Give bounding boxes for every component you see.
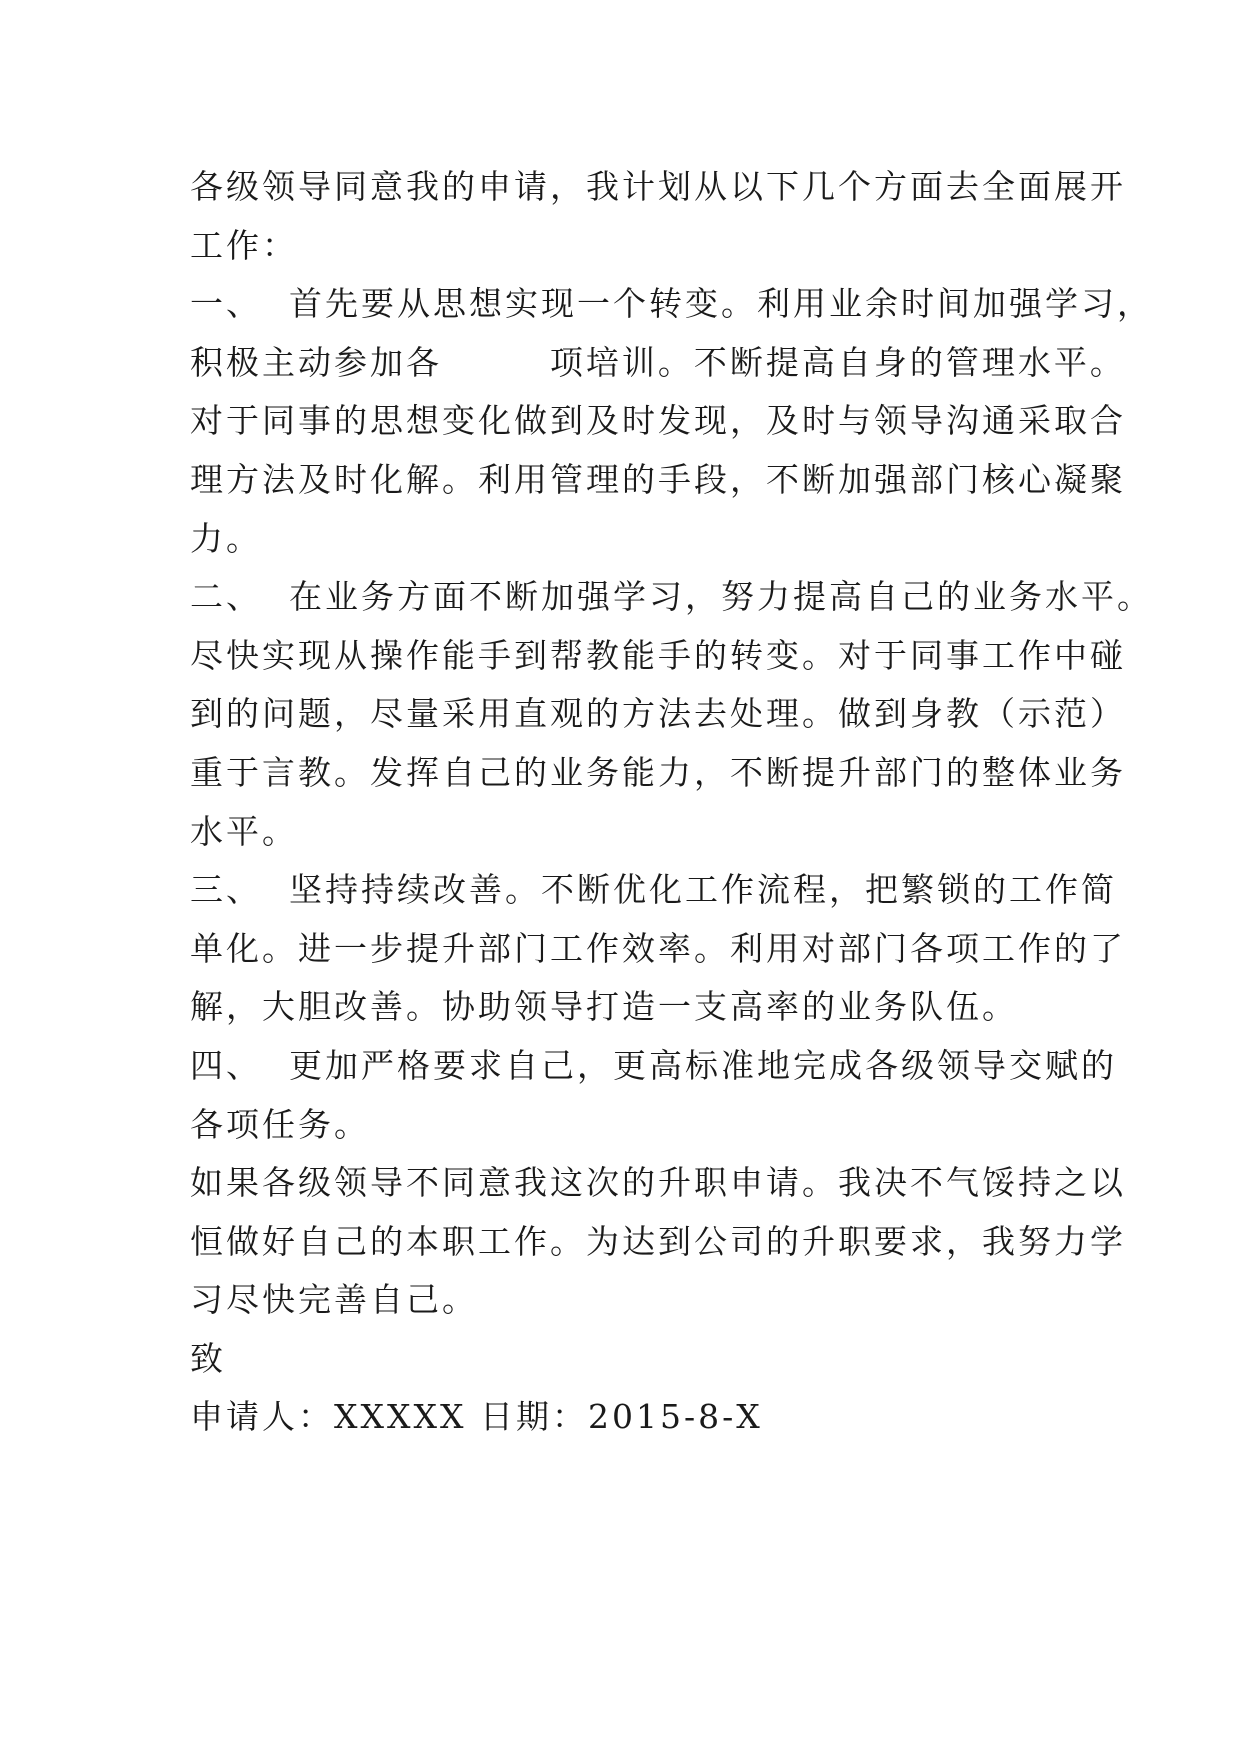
letter-body	[190, 158, 1153, 1447]
signature-line: 申请人：XXXXX 日期：2015-8-X	[190, 1397, 763, 1437]
text-line: 到的问题，尽量采用直观的方法去处理。做到身教（示范）	[190, 694, 1126, 734]
text-line: 水平。	[190, 811, 298, 851]
text-line: 四、 更加严格要求自己，更高标准地完成各级领导交赋的	[190, 1045, 1117, 1085]
text-line: 各级领导同意我的申请，我计划从以下几个方面去全面展开	[190, 167, 1126, 206]
text-line: 对于同事的思想变化做到及时发现，及时与领导沟通采取合	[190, 401, 1126, 441]
text-line: 致	[190, 1338, 226, 1378]
text-line: 工作：	[190, 225, 298, 265]
text-line: 如果各级领导不同意我这次的升职申请。我决不气馁持之以	[190, 1163, 1126, 1203]
text-line: 尽快实现从操作能手到帮教能手的转变。对于同事工作中碰	[190, 635, 1126, 675]
text-line: 二、 在业务方面不断加强学习，努力提高自己的业务水平。	[190, 577, 1153, 617]
text-line: 重于言教。发挥自己的业务能力，不断提升部门的整体业务	[190, 752, 1126, 792]
text-line: 一、 首先要从思想实现一个转变。利用业余时间加强学习，	[190, 284, 1153, 324]
text-line: 各项任务。	[190, 1104, 370, 1144]
text-line: 习尽快完善自己。	[190, 1280, 478, 1320]
text-line: 恒做好自己的本职工作。为达到公司的升职要求，我努力学	[190, 1221, 1126, 1261]
text-line: 三、 坚持持续改善。不断优化工作流程，把繁锁的工作简	[190, 870, 1117, 910]
text-line: 单化。进一步提升部门工作效率。利用对部门各项工作的了	[190, 928, 1126, 968]
text-line: 积极主动参加各 项培训。不断提高自身的管理水平。	[190, 342, 1126, 382]
text-line: 理方法及时化解。利用管理的手段，不断加强部门核心凝聚	[190, 459, 1126, 499]
text-line: 解，大胆改善。协助领导打造一支高率的业务队伍。	[190, 987, 1018, 1027]
text-line: 力。	[190, 518, 262, 558]
